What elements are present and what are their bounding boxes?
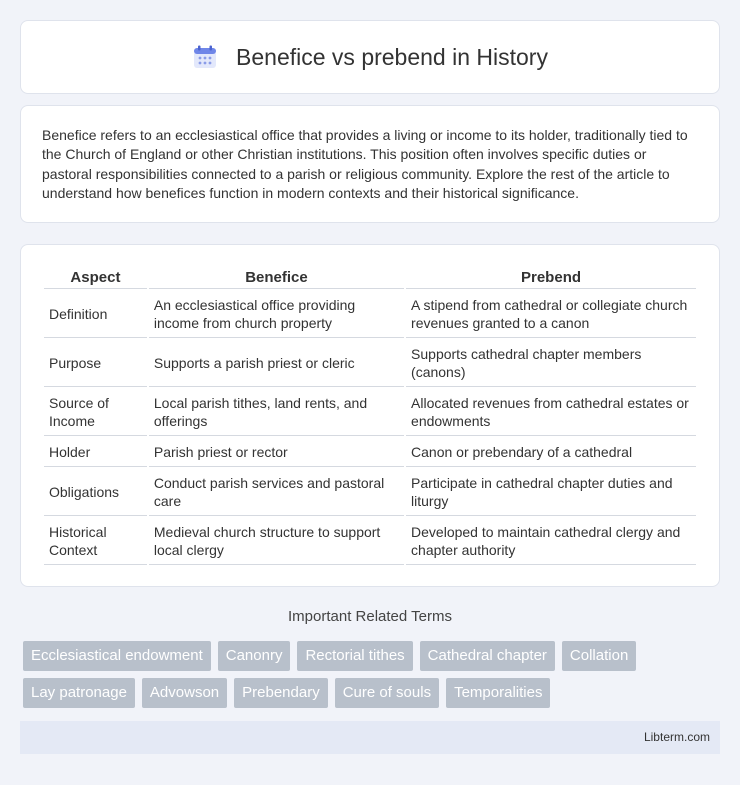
footer	[20, 721, 720, 754]
related-terms-tags	[23, 641, 723, 715]
table-cell: Purpose	[44, 340, 147, 387]
tag-cathedral-chapter[interactable]: Cathedral chapter	[420, 641, 555, 671]
table-row	[44, 389, 696, 436]
tag-advowson[interactable]: Advowson	[142, 678, 227, 708]
tag-prebendary[interactable]: Prebendary	[234, 678, 328, 708]
tag-canonry[interactable]: Canonry	[218, 641, 291, 671]
table-row	[44, 469, 696, 516]
table-header-row	[44, 267, 696, 289]
intro-card	[20, 105, 720, 223]
page-title: Benefice vs prebend in History	[236, 43, 548, 70]
table-cell: Definition	[44, 291, 147, 338]
table-cell: Supports cathedral chapter members (canons)	[406, 340, 696, 387]
table-cell: Canon or prebendary of a cathedral	[406, 438, 696, 467]
table-row	[44, 291, 696, 338]
related-terms-title: Important Related Terms	[288, 608, 452, 625]
comparison-table-card	[20, 244, 720, 587]
column-header-prebend: Prebend	[406, 267, 696, 289]
tag-collation[interactable]: Collation	[562, 641, 636, 671]
table-cell: Holder	[44, 438, 147, 467]
tag-ecclesiastical-endowment[interactable]: Ecclesiastical endowment	[23, 641, 211, 671]
table-row	[44, 518, 696, 565]
table-cell: A stipend from cathedral or collegiate church revenues granted to a canon	[406, 291, 696, 338]
table-cell: Participate in cathedral chapter duties and liturgy	[406, 469, 696, 516]
table-row	[44, 340, 696, 387]
column-header-aspect: Aspect	[44, 267, 147, 289]
table-cell: Source of Income	[44, 389, 147, 436]
header-card	[20, 20, 720, 94]
table-cell: Supports a parish priest or cleric	[149, 340, 404, 387]
table-cell: Conduct parish services and pastoral care	[149, 469, 404, 516]
table-cell: Medieval church structure to support local clergy	[149, 518, 404, 565]
table-cell: Allocated revenues from cathedral estates or endowments	[406, 389, 696, 436]
table-cell: Parish priest or rector	[149, 438, 404, 467]
table-cell: Developed to maintain cathedral clergy and chapter authority	[406, 518, 696, 565]
intro-text: Benefice refers to an ecclesiastical office that provides a living or income to its holder, traditionally tied to the Church of England or other Christian institutions. This position often involves specific duties or pastoral responsibilities connected to a parish or religious community. Explore the rest of the article to understand how benefices function in modern contexts and their historical significance.	[42, 127, 688, 202]
tag-temporalities[interactable]: Temporalities	[446, 678, 550, 708]
tag-cure-of-souls[interactable]: Cure of souls	[335, 678, 439, 708]
column-header-benefice: Benefice	[149, 267, 404, 289]
footer-site-link[interactable]: Libterm.com	[643, 730, 710, 744]
table-cell: Local parish tithes, land rents, and offerings	[149, 389, 404, 436]
calendar-icon	[192, 44, 218, 70]
tag-rectorial-tithes[interactable]: Rectorial tithes	[297, 641, 412, 671]
table-cell: Obligations	[44, 469, 147, 516]
table-cell: An ecclesiastical office providing income from church property	[149, 291, 404, 338]
comparison-table	[42, 265, 698, 567]
tag-row	[23, 641, 723, 671]
tag-lay-patronage[interactable]: Lay patronage	[23, 678, 135, 708]
table-cell: Historical Context	[44, 518, 147, 565]
tag-row	[23, 678, 723, 708]
table-row	[44, 438, 696, 467]
